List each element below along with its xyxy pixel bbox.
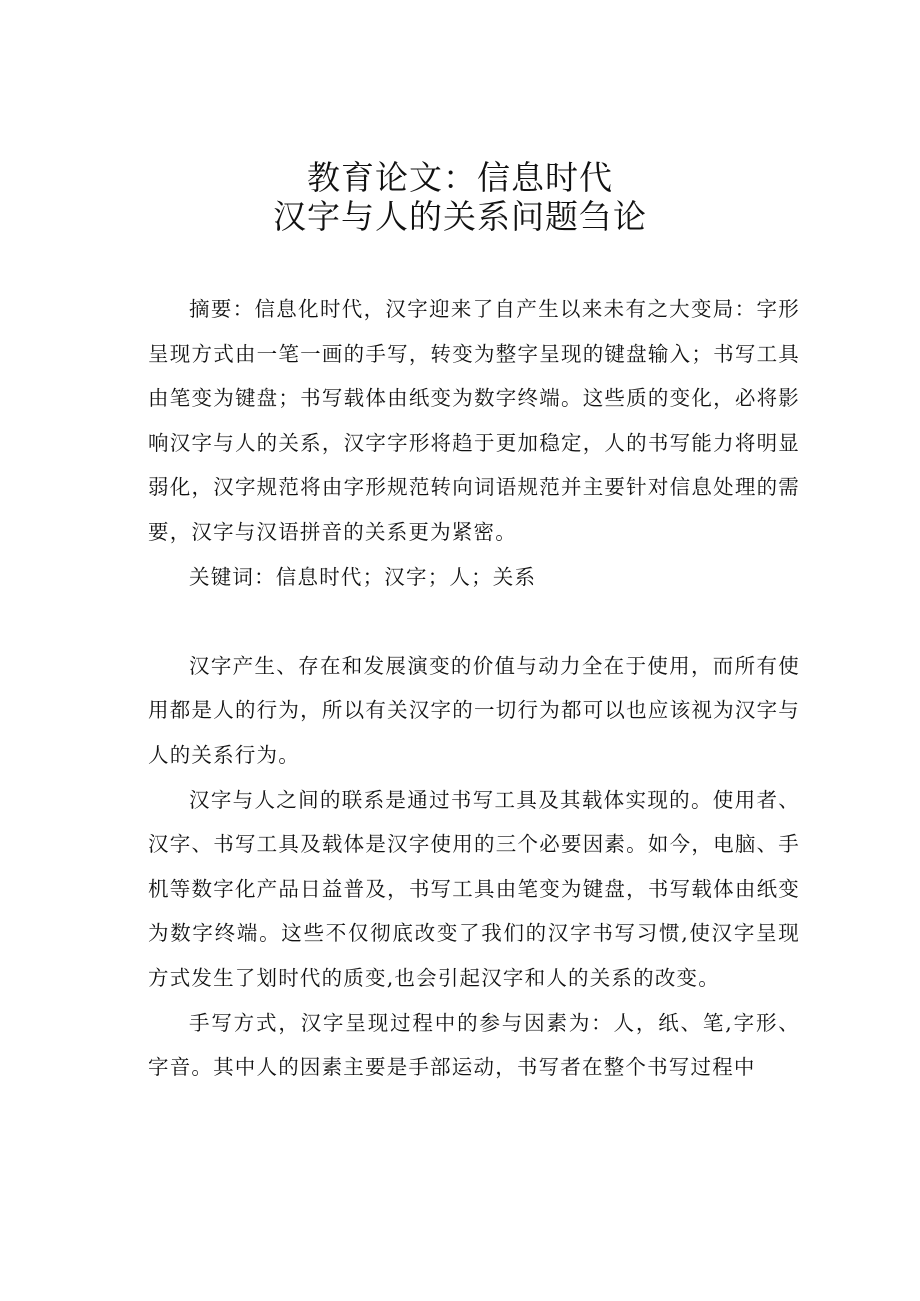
body-paragraph: 汉字与人之间的联系是通过书写工具及其载体实现的。使用者、汉字、书写工具及载体是汉字使用的三个必要因素。如今，电脑、手机等数字化产品日益普及，书写工具由笔变为键盘，书写载体由纸变为数字终端。这些不仅彻底改变了我们的汉字书写习惯,使汉字呈现方式发生了划时代的质变,也会引起汉字和人的关系的改变。 [148,787,800,990]
document-body [148,287,800,1090]
title-line-1: 教育论文：信息时代 [307,158,613,197]
document-title [0,158,920,236]
abstract-paragraph: 摘要：信息化时代，汉字迎来了自产生以来未有之大变局：字形呈现方式由一笔一画的手写，转变为整字呈现的键盘输入；书写工具由笔变为键盘；书写载体由纸变为数字终端。这些质的变化，必将影响汉字与人的关系，汉字字形将趋于更加稳定，人的书写能力将明显弱化，汉字规范将由字形规范转向词语规范并主要针对信息处理的需要，汉字与汉语拼音的关系更为紧密。 [148,297,800,544]
keywords-paragraph: 关键词：信息时代；汉字；人；关系 [189,564,537,589]
title-line-2: 汉字与人的关系问题刍论 [273,197,647,236]
body-paragraph: 手写方式，汉字呈现过程中的参与因素为：人，纸、笔,字形、字音。其中人的因素主要是手部运动，书写者在整个书写过程中 [148,1010,800,1080]
body-paragraph: 汉字产生、存在和发展演变的价值与动力全在于使用，而所有使用都是人的行为，所以有关汉字的一切行为都可以也应该视为汉字与人的关系行为。 [148,653,800,767]
